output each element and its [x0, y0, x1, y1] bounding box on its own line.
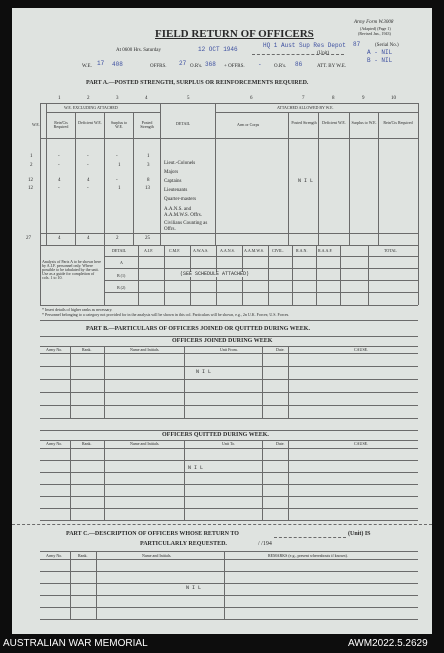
quit-h-unit: Unit To.: [222, 441, 236, 446]
analysis-row-b2: B (2): [117, 285, 126, 290]
row-detail-6: A.A.N.S. and A.A.M.W.S. Offrs.: [164, 207, 202, 218]
unit-stamp: HQ 1 Aust Sup Res Depot: [263, 42, 346, 49]
analysis-row-b1: B (1): [117, 273, 126, 278]
col-header-2: Deficient W.E.: [78, 120, 102, 125]
we-label: W.E.: [82, 64, 92, 69]
army-form-number: Army Form W.3008: [354, 20, 394, 25]
partc-h-armyno: Army No.: [46, 553, 63, 558]
col-num-2: 2: [87, 96, 90, 101]
footer-right: AWM2022.5.2629: [348, 638, 428, 649]
total-c4: 25: [145, 236, 150, 241]
joined-nil: N I L: [196, 369, 212, 375]
analysis-h-awas: A.W.A.S.: [193, 248, 209, 253]
partc-h-name: Name and Initials.: [142, 553, 172, 558]
col-header-6: Arm or Corps: [237, 122, 260, 127]
analysis-h-civil: CIVIL.: [272, 248, 284, 253]
part-c-date-blank: / /194: [258, 541, 272, 547]
col-num-7: 7: [302, 96, 305, 101]
analysis-row-a: A: [120, 260, 123, 265]
row-c3-1: -: [116, 154, 118, 159]
row-detail-1: Lieut.-Colonels: [164, 161, 196, 166]
analysis-h-total: TOTAL: [384, 248, 397, 253]
part-c-nil: N I L: [186, 585, 202, 591]
analysis-h-cmf: C.M.F.: [169, 248, 181, 253]
col-header-1: Rein'Cts Required: [53, 120, 69, 129]
schedule-note: (SEE SCHEDULE ATTACHED): [180, 271, 250, 277]
row-c2-2: -: [87, 163, 89, 168]
col-num-8: 8: [332, 96, 335, 101]
att-label: ATT. BY W.E.: [317, 64, 347, 69]
row-we-3: 12: [28, 178, 33, 183]
date-line-label: At 0600 Hrs. Saturday: [116, 48, 161, 53]
form-title: FIELD RETURN OF OFFICERS: [155, 28, 314, 40]
joined-h-unit: Unit From.: [220, 347, 238, 352]
att-offrs: -: [258, 61, 262, 68]
date-stamp: 12 OCT 1946: [198, 46, 238, 53]
part-a-heading: PART A.—POSTED STRENGTH, SURPLUS OR REINFORCEMENTS REQUIRED.: [86, 80, 309, 86]
row-c1-2: -: [58, 163, 60, 168]
offrs-label: OFFRS.: [150, 64, 167, 69]
total-c1: 4: [58, 236, 61, 241]
offrs-value: 27: [179, 60, 187, 67]
col-header-8: Deficient W.E.: [322, 120, 346, 125]
ors-label: O.R's.: [190, 64, 203, 69]
col-num-4: 4: [145, 96, 148, 101]
part-a-nil: N I L: [298, 178, 314, 184]
row-c4-2: 3: [147, 163, 150, 168]
footnote-2: * Personnel belonging to a category not provided for in the analysis will be shown in this col. Particulars will be shown, e.g., 2n U.K. Forces; U.S. Forces.: [42, 312, 290, 317]
row-c1-4: -: [58, 186, 60, 191]
analysis-h-aamws: A.A.M.W.S.: [244, 248, 264, 253]
ors-value: 368: [205, 61, 216, 68]
form-sheet: [12, 8, 432, 634]
part-b-heading: PART B.—PARTICULARS OF OFFICERS JOINED OR QUITTED DURING WEEK.: [86, 326, 310, 332]
row-detail-5: Quarter-masters: [164, 197, 197, 202]
col-header-5: DETAIL: [176, 121, 191, 126]
footnote-1: * Insert details of higher ranks as necessary.: [42, 307, 113, 312]
row-c4-1: 1: [147, 154, 150, 159]
analysis-note: Analysis of Parts A to be shown here by A.I.F. personnel only. Where possible to be tabulated by the unit. Use as a guide for completion of cols. 1 to 10.: [42, 259, 101, 280]
col-num-10: 10: [391, 96, 396, 101]
serial-value: 87: [353, 41, 361, 48]
analysis-h-aans: A.A.N.S.: [220, 248, 235, 253]
row-c1-1: -: [58, 154, 60, 159]
joined-title: OFFICERS JOINED DURING WEEK: [172, 338, 273, 344]
quit-h-cause: CAUSE.: [354, 441, 369, 446]
total-we: 27: [26, 236, 31, 241]
partc-h-remarks: REMARKS (e.g., present whereabouts if known).: [268, 553, 348, 558]
part-c-heading: PART C.—DESCRIPTION OF OFFICERS WHOSE RETURN TO: [66, 531, 239, 537]
unit-label: (Unit): [317, 51, 330, 56]
row-c4-3: 8: [147, 178, 150, 183]
analysis-h-detail: DETAIL: [112, 248, 127, 253]
total-c3: 2: [116, 236, 119, 241]
quit-h-rank: Rank.: [82, 441, 92, 446]
quit-h-date: Date.: [276, 441, 285, 446]
we-ors: 408: [112, 61, 123, 68]
quit-h-armyno: Army No.: [46, 441, 63, 446]
joined-h-name: Name and Initials.: [130, 347, 160, 352]
joined-h-cause: CAUSE.: [354, 347, 369, 352]
footer-left: AUSTRALIAN WAR MEMORIAL: [3, 638, 148, 649]
row-we-2: 2: [30, 163, 33, 168]
row-detail-7: Civilians Counting as Offrs.: [164, 221, 208, 232]
row-c2-4: -: [87, 186, 89, 191]
joined-h-date: Date.: [276, 347, 285, 352]
part-c-unit-is: (Unit) IS: [348, 531, 371, 537]
quitted-title: OFFICERS QUITTED DURING WEEK.: [162, 432, 269, 438]
analysis-h-aif: A.I.F.: [144, 248, 154, 253]
row-c3-4: 1: [118, 186, 121, 191]
row-we-4: 12: [28, 186, 33, 191]
col-num-3: 3: [116, 96, 119, 101]
quitted-nil: N I L: [188, 465, 204, 471]
b-value: B - NIL: [367, 57, 393, 64]
quit-h-name: Name and Initials.: [130, 441, 160, 446]
row-c2-3: 4: [87, 178, 90, 183]
row-c2-1: -: [87, 154, 89, 159]
col-num-5: 5: [187, 96, 190, 101]
adapted-note: (Adapted) (Page 1): [360, 26, 391, 31]
row-c3-2: 1: [118, 163, 121, 168]
row-c3-3: -: [116, 178, 118, 183]
col-num-1: 1: [58, 96, 61, 101]
ors-label-2: O.R's.: [274, 64, 287, 69]
att-ors: 86: [295, 61, 303, 68]
row-detail-2: Majors: [164, 170, 179, 175]
a-value: A - NIL: [367, 49, 393, 56]
row-we-1: 1: [30, 154, 33, 159]
row-c4-4: 13: [145, 186, 150, 191]
analysis-h-ran: R.A.N.: [296, 248, 308, 253]
col-header-3: Surplus to W.E.: [110, 120, 128, 129]
col-header-4: Posted Strength: [140, 120, 154, 129]
offrs-label-2: + OFFRS.: [224, 64, 245, 69]
col-header-10: Rein'Cts Required: [383, 120, 413, 125]
analysis-h-raaf: R.A.A.F.: [318, 248, 333, 253]
col-num-9: 9: [362, 96, 365, 101]
serial-label: (Serial No.): [375, 43, 399, 48]
row-detail-4: Lieutenants: [164, 188, 188, 193]
row-detail-3: Captains: [164, 179, 182, 184]
total-c2: 4: [87, 236, 90, 241]
we-offrs: 17: [97, 60, 105, 67]
col-num-6: 6: [250, 96, 253, 101]
revised-note: (Revised Jan., 1943): [358, 31, 391, 36]
row-c1-3: 4: [58, 178, 61, 183]
col-header-7: Posted Strength: [291, 120, 317, 125]
we-excl-header: W.E. EXCLUDING ATTACHED: [64, 105, 118, 110]
part-c-requested: PARTICULARLY REQUESTED.: [140, 541, 227, 547]
att-allowed-header: ATTACHED ALLOWED BY W.E.: [277, 105, 334, 110]
partc-h-rank: Rank.: [78, 553, 88, 558]
col-header-9: Surplus to W.E.: [351, 120, 377, 125]
joined-h-rank: Rank.: [82, 347, 92, 352]
joined-h-armyno: Army No.: [46, 347, 63, 352]
we-col-label: W.E.: [32, 122, 40, 127]
